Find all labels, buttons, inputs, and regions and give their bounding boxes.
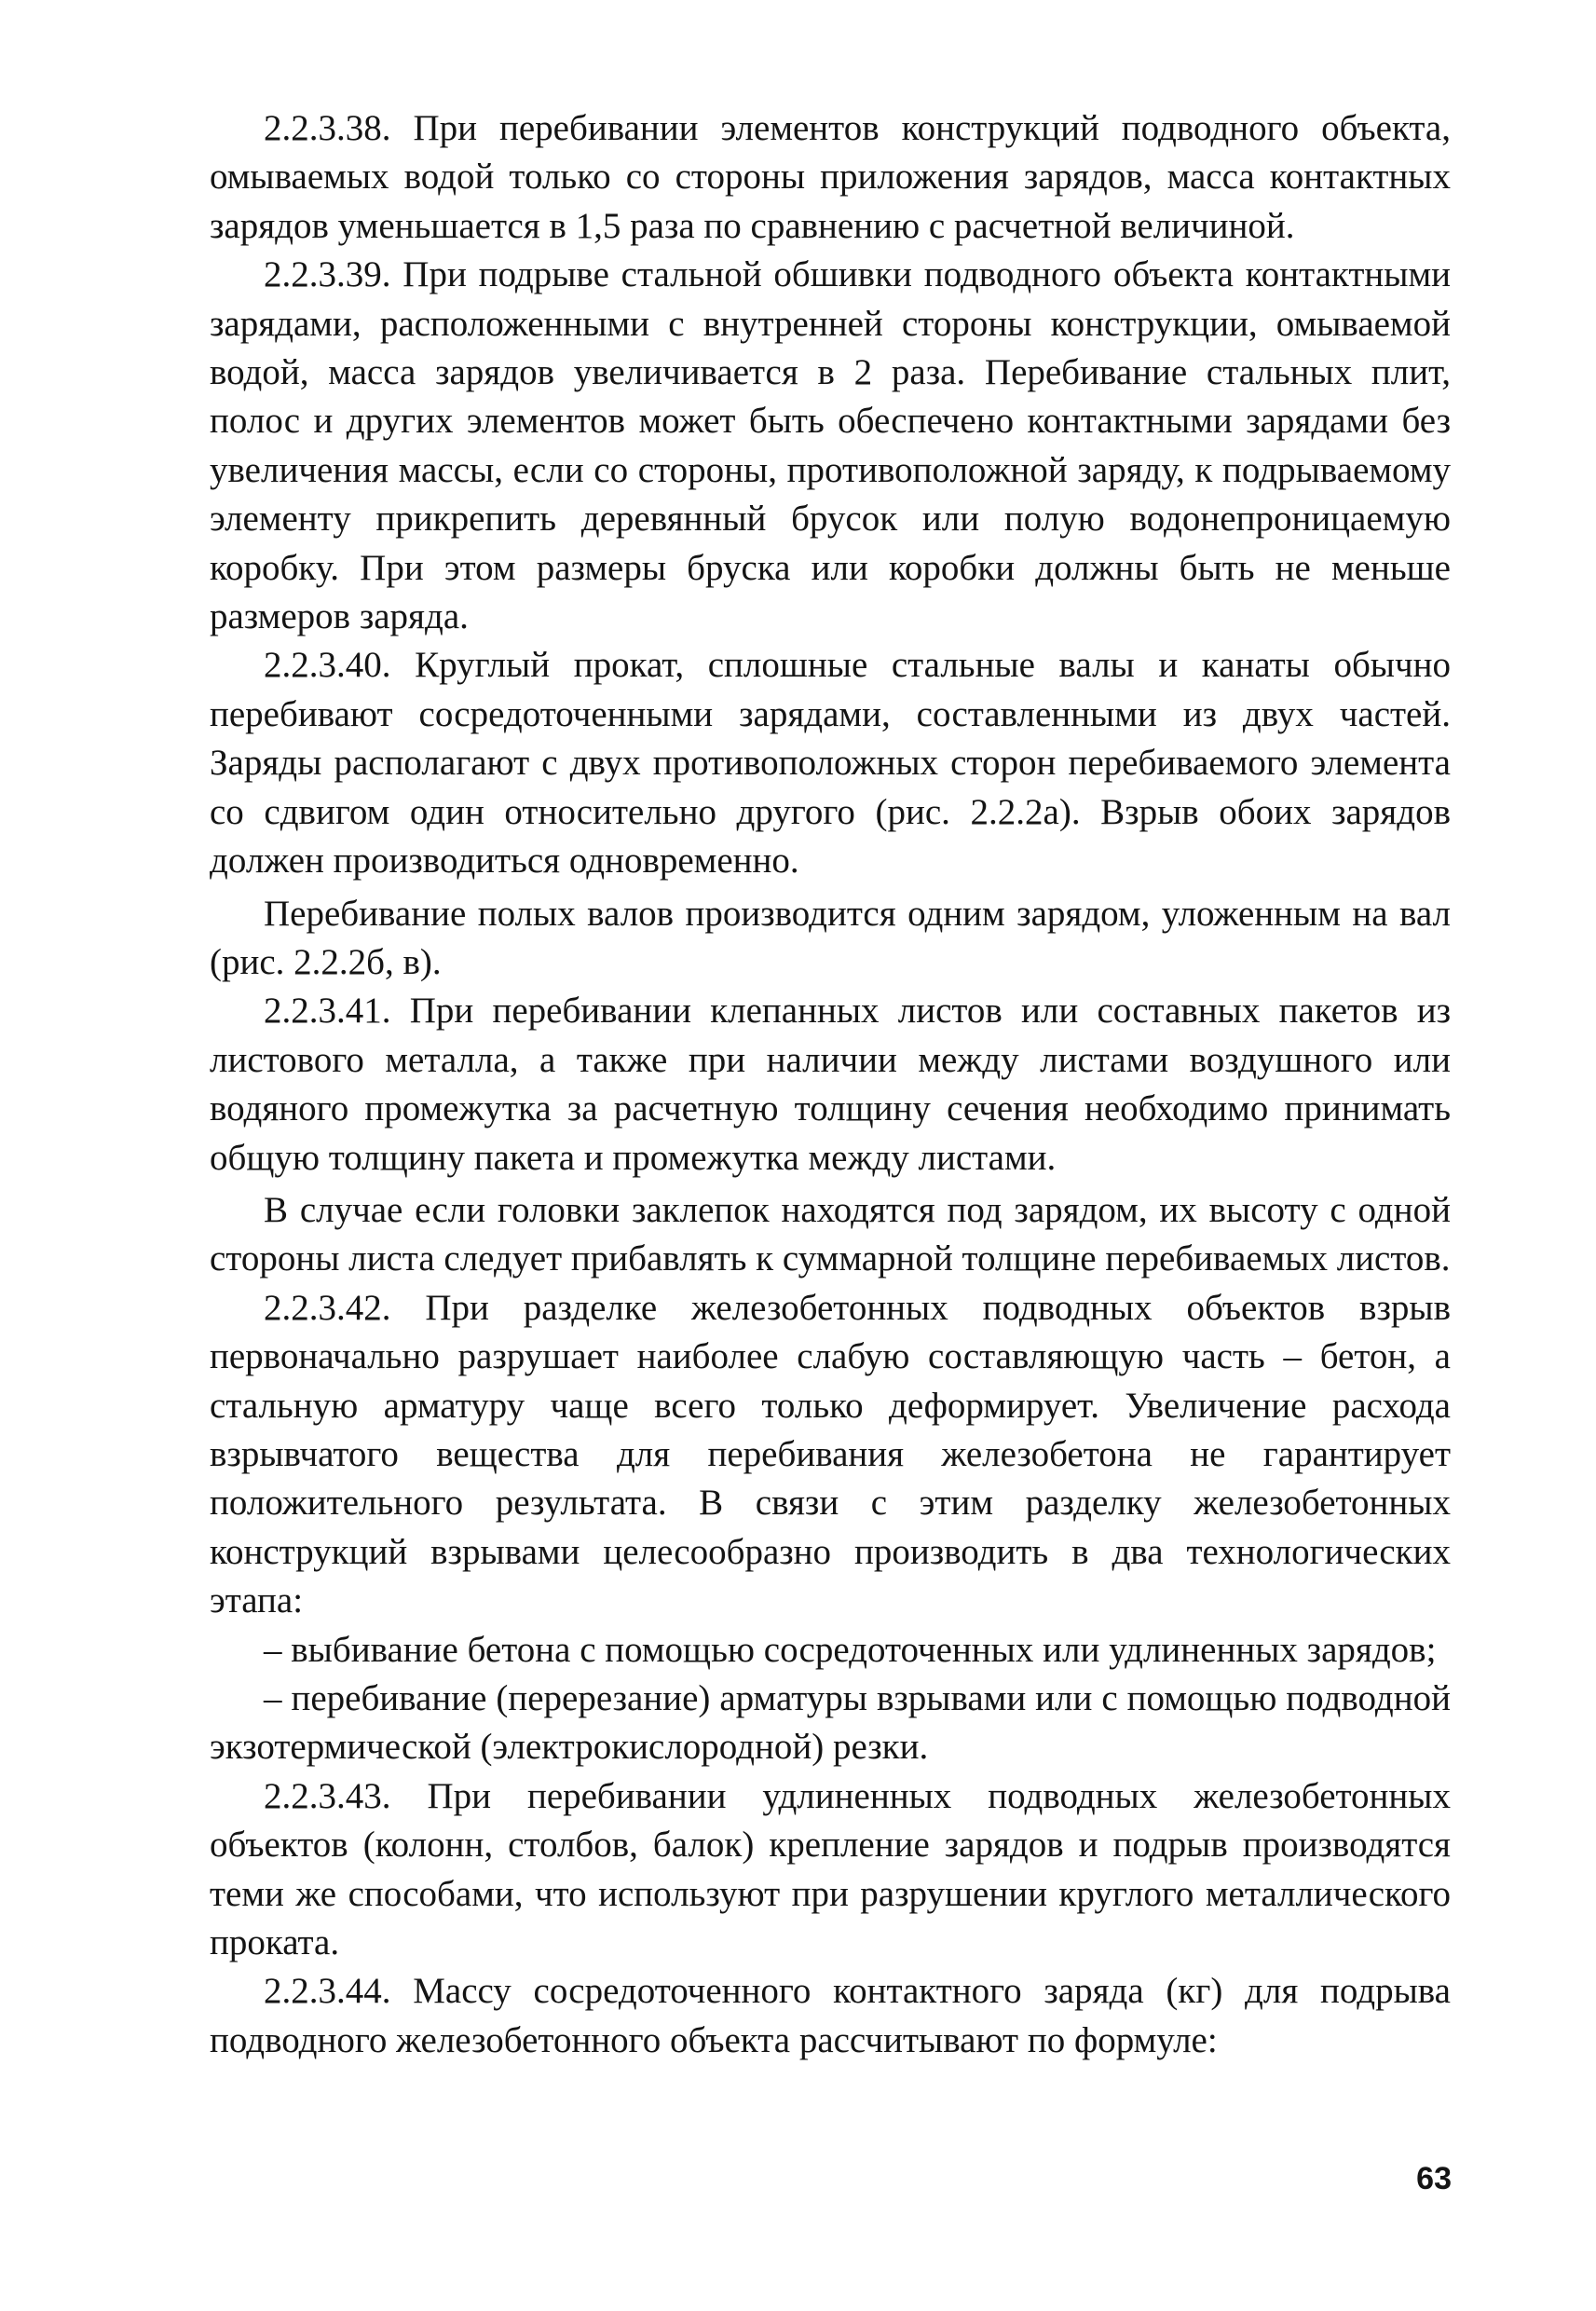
paragraph-2-2-3-41: 2.2.3.41. При перебивании клепанных листов или составных пакетов из листового металла, а также при наличии между листами воздушного или водяного промежутка за расчетную толщину сечения необходимо принимать общую толщину пакета и промежутка между листами. (210, 991, 1451, 1178)
paragraph-2-2-3-40: 2.2.3.40. Круглый прокат, сплошные стальные валы и канаты обычно перебивают сосредоточенными зарядами, составленными из двух частей. Заряды располагают с двух противоположных сторон перебиваемого элемента со сдвигом один относительно другого (рис. 2.2.2а). Взрыв обоих зарядов должен производиться одновременно. (210, 645, 1451, 882)
paragraph-2-2-3-39: 2.2.3.39. При подрыве стальной обшивки подводного объекта контактными зарядами, расположенными с внутренней стороны конструкции, омываемой водой, масса зарядов увеличивается в 2 раза. Перебивание стальных плит, полос и других элементов может быть обеспечено контактными зарядами без увеличения массы, если со стороны, противоположной заряду, к подрываемому элементу прикрепить деревянный брусок или полую водонепроницаемую коробку. При этом размеры бруска или коробки должны быть не меньше размеров заряда. (210, 254, 1451, 637)
paragraph-2-2-3-38: 2.2.3.38. При перебивании элементов конструкций подводного объекта, омываемых водой только со стороны приложения зарядов, масса контактных зарядов уменьшается в 1,5 раза по сравнению с расчетной величиной. (210, 108, 1451, 246)
paragraph-2-2-3-43: 2.2.3.43. При перебивании удлиненных подводных железобетонных объектов (колонн, столбов, балок) крепление зарядов и подрыв производятся теми же способами, что используют при разрушении круглого металлического проката. (210, 1775, 1451, 1963)
paragraph-hollow-shafts: Перебивание полых валов производится одним зарядом, уложенным на вал (рис. 2.2.2б, в). (210, 893, 1451, 982)
list-item-rebar-cutting: – перебивание (перерезание) арматуры взрывами или с помощью подводной экзотермической (электрокислородной) резки. (210, 1678, 1451, 1768)
paragraph-rivet-heads: В случае если головки заклепок находятся под зарядом, их высоту с одной стороны листа следует прибавлять к суммарной толщине перебиваемых листов. (210, 1189, 1451, 1279)
document-page (210, 104, 1451, 2065)
page-number: 63 (1416, 2161, 1452, 2196)
paragraph-2-2-3-44: 2.2.3.44. Массу сосредоточенного контактного заряда (кг) для подрыва подводного железобетонного объекта рассчитывают по формуле: (210, 1971, 1451, 2060)
list-item-concrete-knockout: – выбивание бетона с помощью сосредоточенных или удлиненных зарядов; (264, 1629, 1437, 1670)
paragraph-2-2-3-42: 2.2.3.42. При разделке железобетонных подводных объектов взрыв первоначально разрушает наиболее слабую составляющую часть – бетон, а стальную арматуру чаще всего только деформирует. Увеличение расхода взрывчатого вещества для перебивания железобетона не гарантирует положительного результата. В связи с этим разделку железобетонных конструкций взрывами целесообразно производить в два технологических этапа: (210, 1287, 1451, 1621)
